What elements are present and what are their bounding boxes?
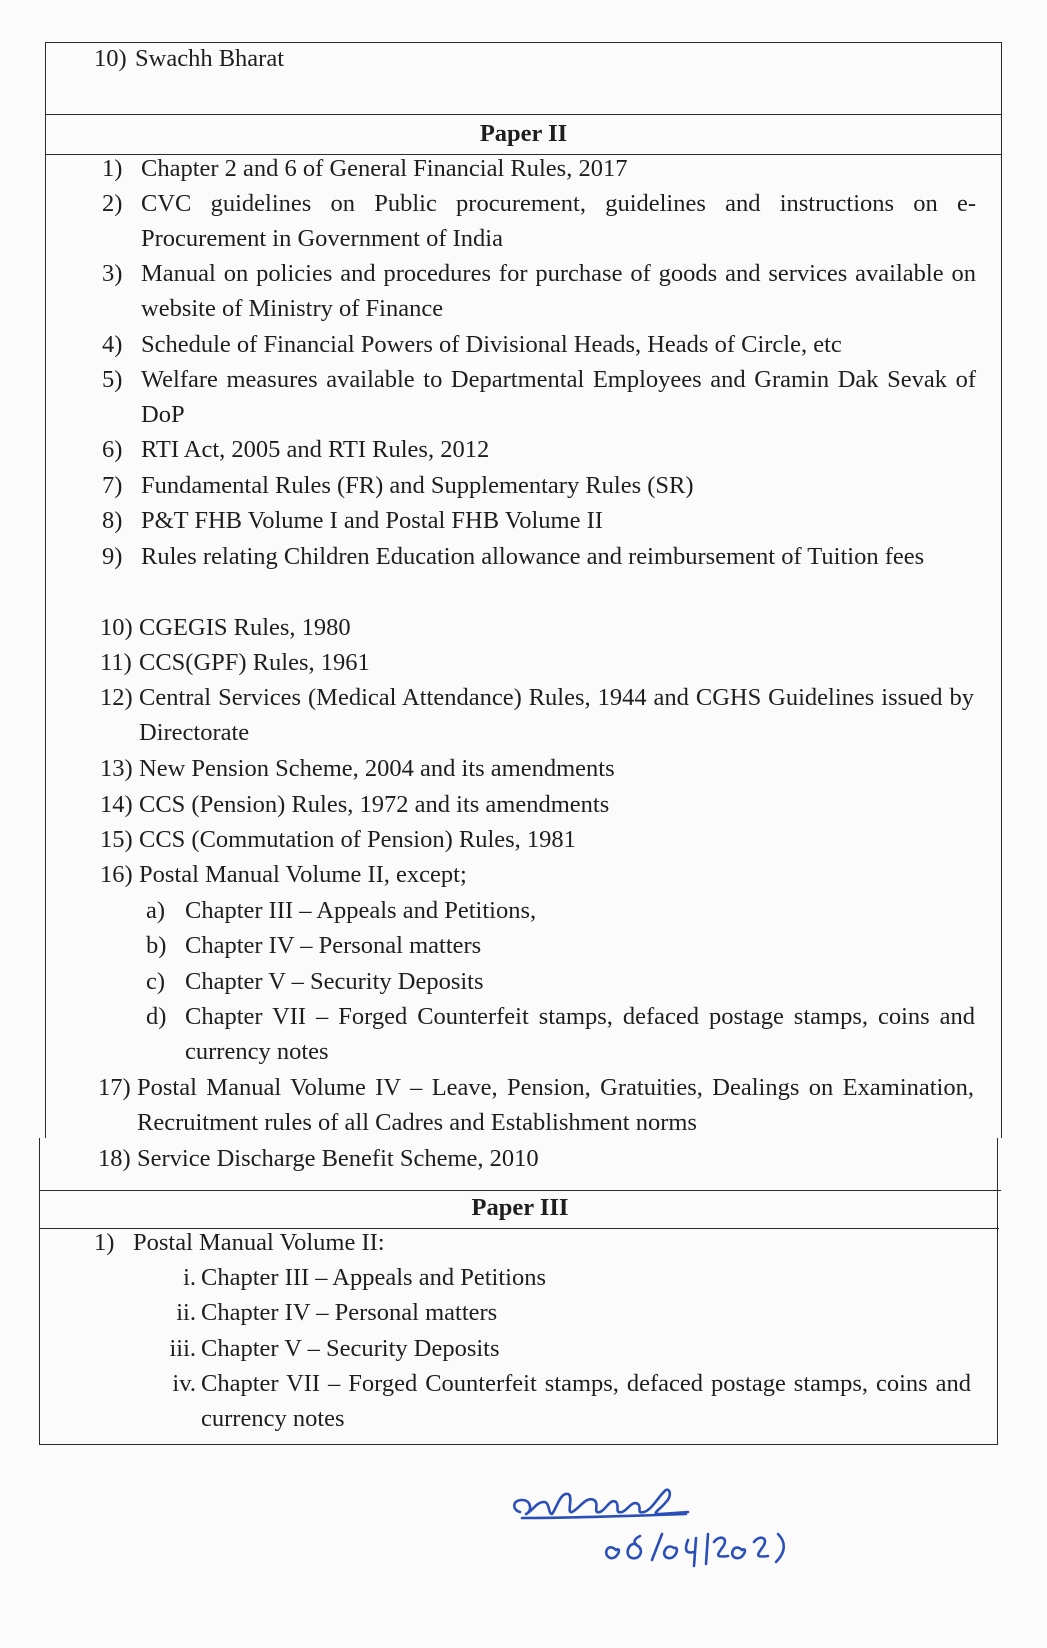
- list-number: 14): [100, 791, 133, 818]
- list-number: 1): [94, 1229, 115, 1256]
- list-text: Manual on policies and procedures for purchase of goods and services available on website of Ministry of Finance: [141, 260, 976, 322]
- table-right-border-lower: [997, 1138, 998, 1444]
- list-number: 18): [98, 1145, 131, 1172]
- list-text: Schedule of Financial Powers of Divisional Heads, Heads of Circle, etc: [141, 331, 842, 358]
- handwritten-signature: [510, 1480, 810, 1590]
- item-number: 10): [94, 45, 127, 72]
- sub-list-text: Chapter VII – Forged Counterfeit stamps, defaced postage stamps, coins and currency notes: [201, 1370, 971, 1432]
- sub-list-text: Chapter III – Appeals and Petitions,: [185, 897, 537, 924]
- list-text: Postal Manual Volume II, except;: [139, 861, 467, 888]
- item-text: Swachh Bharat: [135, 45, 284, 72]
- list-number: 11): [100, 649, 132, 676]
- list-text: CGEGIS Rules, 1980: [139, 614, 351, 641]
- sub-list-text: Chapter V – Security Deposits: [185, 968, 484, 995]
- sub-list-letter: d): [146, 1003, 167, 1030]
- list-number: 17): [98, 1074, 131, 1101]
- list-number: 4): [102, 331, 123, 358]
- sub-list-text: Chapter III – Appeals and Petitions: [201, 1264, 546, 1291]
- list-text: CCS (Commutation of Pension) Rules, 1981: [139, 826, 576, 853]
- table-left-border: [45, 42, 46, 1138]
- table-right-border: [1001, 42, 1002, 1138]
- section-heading-paper-3: Paper III: [471, 1194, 569, 1221]
- list-number: 3): [102, 260, 123, 287]
- list-number: 12): [100, 684, 133, 711]
- sub-list-numeral: iv.: [172, 1370, 196, 1397]
- list-number: 5): [102, 366, 123, 393]
- sub-list-letter: b): [146, 932, 167, 959]
- list-number: 15): [100, 826, 133, 853]
- list-text: CCS(GPF) Rules, 1961: [139, 649, 370, 676]
- table-left-border-lower: [39, 1138, 40, 1444]
- list-number: 6): [102, 436, 123, 463]
- sub-list-numeral: i.: [183, 1264, 196, 1291]
- sub-list-numeral: ii.: [176, 1299, 196, 1326]
- list-number: 2): [102, 190, 123, 217]
- sub-list-letter: c): [146, 968, 166, 995]
- sub-list-text: Chapter IV – Personal matters: [185, 932, 482, 959]
- list-number: 10): [100, 614, 133, 641]
- list-number: 9): [102, 543, 123, 570]
- list-number: 13): [100, 755, 133, 782]
- list-number: 1): [102, 155, 123, 182]
- sub-list-text: Chapter IV – Personal matters: [201, 1299, 498, 1326]
- list-number: 7): [102, 472, 123, 499]
- list-text: Chapter 2 and 6 of General Financial Rules, 2017: [141, 155, 628, 182]
- list-text: Rules relating Children Education allowance and reimbursement of Tuition fees: [141, 543, 925, 570]
- sub-list-text: Chapter VII – Forged Counterfeit stamps, defaced postage stamps, coins and currency notes: [185, 1003, 975, 1065]
- sub-list-letter: a): [146, 897, 166, 924]
- list-text: Postal Manual Volume II:: [133, 1229, 385, 1256]
- sub-list-numeral: iii.: [169, 1335, 196, 1362]
- list-text: Postal Manual Volume IV – Leave, Pension, Gratuities, Dealings on Examination, Recruitment rules of all Cadres and Establishment norms: [137, 1074, 974, 1136]
- list-text: RTI Act, 2005 and RTI Rules, 2012: [141, 436, 490, 463]
- list-text: New Pension Scheme, 2004 and its amendments: [139, 755, 615, 782]
- list-text: Central Services (Medical Attendance) Rules, 1944 and CGHS Guidelines issued by Directorate: [139, 684, 974, 746]
- list-number: 8): [102, 507, 123, 534]
- section-heading-paper-2: Paper II: [479, 120, 568, 147]
- list-text: Fundamental Rules (FR) and Supplementary Rules (SR): [141, 472, 694, 499]
- list-number: 16): [100, 861, 133, 888]
- table-bottom-border: [39, 1444, 998, 1445]
- list-text: Service Discharge Benefit Scheme, 2010: [137, 1145, 539, 1172]
- list-text: CVC guidelines on Public procurement, guidelines and instructions on e-Procurement in Government of India: [141, 190, 976, 252]
- row-divider-1: [45, 114, 1002, 115]
- list-text: P&T FHB Volume I and Postal FHB Volume II: [141, 507, 603, 534]
- list-text: CCS (Pension) Rules, 1972 and its amendments: [139, 791, 610, 818]
- sub-list-text: Chapter V – Security Deposits: [201, 1335, 500, 1362]
- list-text: Welfare measures available to Departmental Employees and Gramin Dak Sevak of DoP: [141, 366, 976, 428]
